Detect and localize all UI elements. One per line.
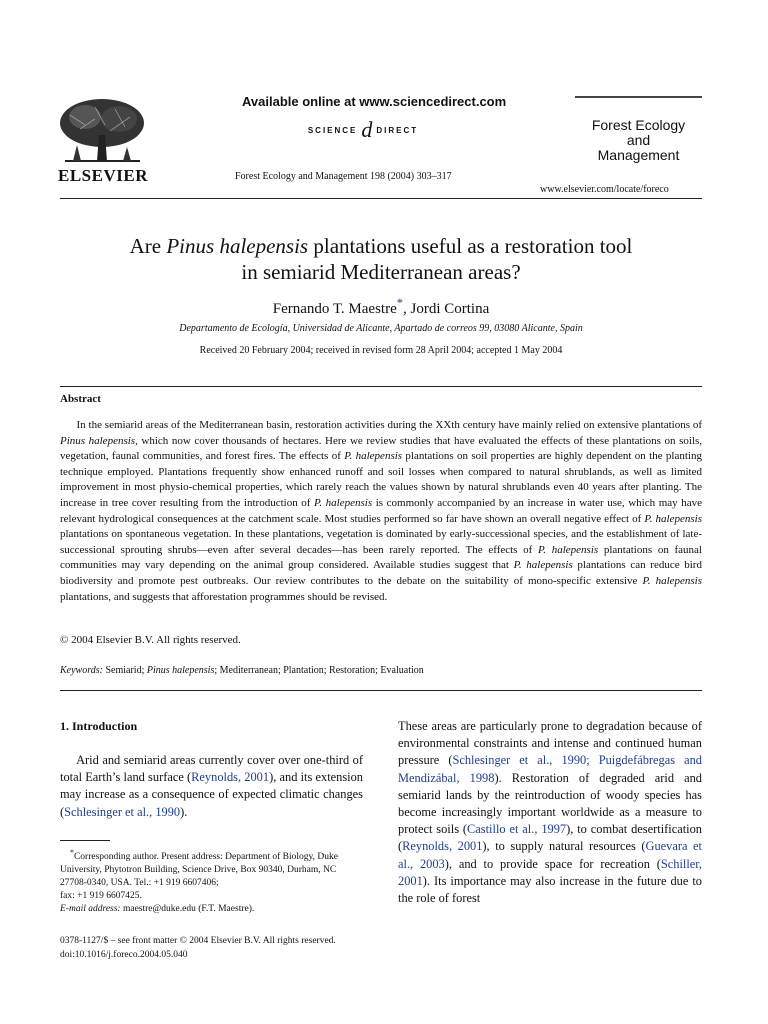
keywords-b: ; Mediterranean; Plantation; Restoration; Evaluation <box>214 665 424 676</box>
footnote-email: E-mail address: maestre@duke.edu (F.T. Maestre). <box>60 904 255 915</box>
citation-link[interactable]: Guevara et al., 2003 <box>398 839 702 871</box>
citation-link[interactable]: Castillo et al., 1997 <box>467 822 567 837</box>
abstract-bottom-rule <box>60 690 702 691</box>
journal-title-line3: Management <box>597 147 680 163</box>
intro-paragraph-1: Arid and semiarid areas currently cover over one-third of total Earth’s land surface (Reynolds, 2001), and its extension may increase as a consequence of expected climatic changes (Schlesinger et al., 1990). <box>60 753 363 819</box>
abstract-paragraph: In the semiarid areas of the Mediterranean basin, restoration activities during the XXth century have mainly relied on extensive plantations of Pinus halepensis, which now cover thousands of hectares. Here we review studies that have evaluated the effects of these plantations on soils, vegetation, faunal communities, and forest fires. The effects of P. halepensis plantations on soil properties are highly dependent on the planting technique employed. Plantations frequently show enhanced runoff and soil losses when compared to natural shrublands, as well as limited improvement in most physio-chemical properties, which rarely reach the values shown by natural shrublands even 40 years after planting. The increase in tree cover resulting from the introduction of P. halepensis is commonly accompanied by an increase in water use, which may have relevant hydrological consequences at the catchment scale. Most studies performed so far have shown an overall negative effect of P. halepensis plantations on spontaneous vegetation. In these plantations, vegetation is dominated by early-successional species, and the establishment of late-successional sprouting shrubs—even after several decades—has been rarely reported. The effects of P. halepensis plantations on faunal communities may vary depending on the animal group considered. Available studies suggest that P. halepensis plantations can reduce bird biodiversity and promote pest outbreaks. Our review contributes to the debate on the suitability of mono-specific extensive P. halepensis plantations, and suggests that afforestation programmes should be revised. <box>60 419 703 603</box>
authors <box>60 296 702 318</box>
footnote-line1: *Corresponding author. Present address: Department of Biology, Duke University, Phytotron Building, Science Drive, Box 90340, Durham, NC 27708-0340, USA. Tel.: +1 919 6607406; <box>60 848 338 889</box>
sciencedirect-logo <box>283 115 443 145</box>
title-species: Pinus halepensis <box>166 234 309 258</box>
received-dates: Received 20 February 2004; received in revised form 28 April 2004; accepted 1 May 2004 <box>199 345 563 356</box>
footnote-rule <box>60 840 110 841</box>
journal-title-line2: and <box>626 132 651 148</box>
abstract-top-rule <box>60 386 702 387</box>
keywords-label: Keywords: <box>60 665 103 676</box>
title-text-b: plantations useful as a restoration tool <box>308 234 633 258</box>
author-maestre: Fernando T. Maestre <box>272 301 397 317</box>
intro-paragraph-2: These areas are particularly prone to degradation because of environmental constraints and intense and continued human pressure (Schlesinger et al., 1990; Puigdefábregas and Mendizábal, 1998). Restoration of degraded arid and semiarid lands by the reintroduction of woody species has become increasingly important worldwide as a measure to protect soils (Castillo et al., 1997), to combat desertification (Reynolds, 2001), to supply natural resources (Guevara et al., 2003), and to provide space for recreation (Schiller, 2001). Its importance may also increase in the future due to the role of forest <box>398 719 703 906</box>
available-online-text[interactable]: Available online at www.sciencedirect.com <box>242 94 507 109</box>
sciencedirect-right: DIRECT <box>376 125 419 135</box>
keywords-a: Semiarid; <box>102 665 147 676</box>
publisher-name: ELSEVIER <box>58 166 148 185</box>
citation-link[interactable]: Schlesinger et al., 1990; Puigdefábregas and Mendizábal, 1998 <box>398 753 703 785</box>
keywords-species: Pinus halepensis <box>146 665 215 676</box>
title-line2: in semiarid Mediterranean areas? <box>241 260 521 284</box>
journal-logo-rule <box>575 96 702 98</box>
journal-title-line1: Forest Ecology <box>591 117 686 133</box>
abstract-copyright: © 2004 Elsevier B.V. All rights reserved. <box>60 634 241 646</box>
sciencedirect-at-icon: d <box>361 117 373 142</box>
footnote <box>60 846 363 916</box>
header-divider <box>60 198 702 199</box>
journal-url[interactable]: www.elsevier.com/locate/foreco <box>540 184 669 195</box>
abstract-body <box>60 418 702 605</box>
intro-right-column <box>398 718 702 907</box>
article-title <box>60 233 702 285</box>
author-cortina: , Jordi Cortina <box>403 301 490 317</box>
keywords <box>60 665 424 676</box>
corresponding-mark[interactable]: * <box>396 296 403 310</box>
title-line1 <box>60 233 702 259</box>
title-text-a: Are <box>129 234 167 258</box>
intro-left-column <box>60 752 363 821</box>
email-address[interactable]: maestre@duke.edu (F.T. Maestre). <box>120 904 255 915</box>
front-matter <box>60 934 336 962</box>
citation-link[interactable]: Schlesinger et al., 1990 <box>64 804 181 819</box>
journal-title <box>575 118 702 163</box>
doi-line[interactable]: doi:10.1016/j.foreco.2004.05.040 <box>60 950 188 960</box>
journal-reference: Forest Ecology and Management 198 (2004) 303–317 <box>235 171 452 182</box>
abstract-heading: Abstract <box>60 393 101 405</box>
sciencedirect-left: SCIENCE <box>307 125 358 135</box>
section-heading-introduction: 1. Introduction <box>60 719 138 733</box>
footnote-fax: fax: +1 919 6607425. <box>60 891 142 902</box>
citation-link[interactable]: Schiller, 2001 <box>398 856 702 888</box>
citation-link[interactable]: Reynolds, 2001 <box>191 770 270 785</box>
affiliation: Departamento de Ecología, Universidad de Alicante, Apartado de correos 99, 03080 Alicante, Spain <box>179 323 583 334</box>
citation-link[interactable]: Reynolds, 2001 <box>402 839 483 854</box>
issn-line: 0378-1127/$ – see front matter © 2004 Elsevier B.V. All rights reserved. <box>60 936 336 946</box>
